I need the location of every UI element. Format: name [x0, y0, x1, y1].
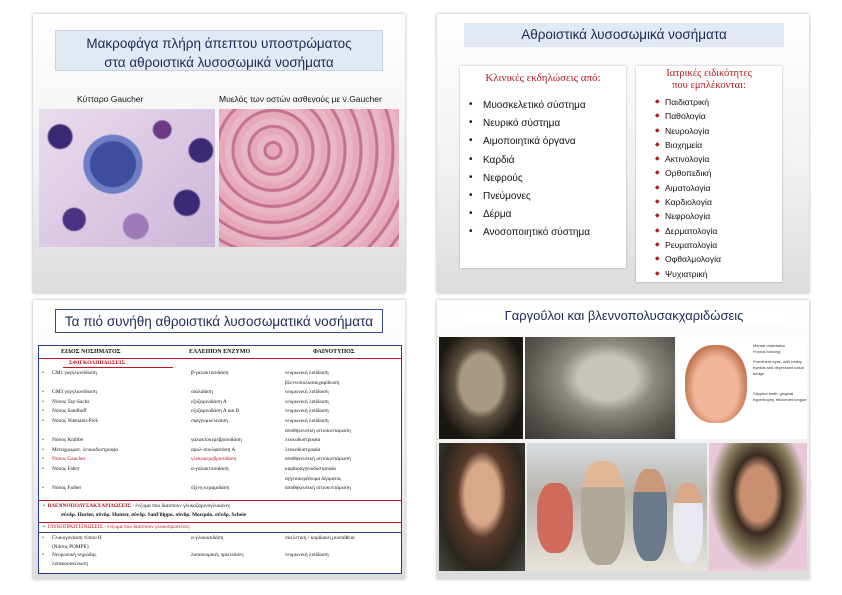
list-item: ◆ Καρδιολογία — [655, 197, 721, 211]
child-figure — [537, 483, 573, 553]
list-item: ◆ Οφθαλμολογία — [655, 254, 721, 268]
enzyme-cell: γλυκοκερεβροσιδάση — [191, 456, 237, 463]
phenotype-cell: λευκοδυστροφία — [285, 437, 321, 444]
gargoyle-mask-image — [439, 337, 523, 439]
enzyme-cell: όξινη κεραμιδάση — [191, 485, 230, 492]
enzyme-cell: σφιγγομυελινάση — [191, 418, 229, 424]
phenotype-cell: νευρωνική λιπίδωση — [285, 418, 329, 424]
caption-bone-marrow: Μυελός των οστών ασθενούς με ν.Gaucher — [219, 94, 382, 104]
bullet: • — [42, 485, 44, 492]
table-row — [39, 485, 401, 492]
phenotype-cell: αγγειοκεράτωμα δέρματος — [285, 475, 342, 482]
phenotype-cell: καρδιοαγγειοδυστροφία — [285, 466, 336, 472]
divider — [39, 500, 401, 501]
bone-marrow-image — [219, 109, 399, 247]
list-item: ◆ Ακτινολογία — [655, 154, 721, 168]
list-item: • Νευρικό σύστημα — [469, 118, 590, 136]
section-mucopolysaccharidoses: • ΒΛΕΝΝΟΠΟΛΥΣΑΚΧΑΡΙΔΩΣΕΙΣ - ένζυμα που διασπούν γλυκοζαμινογλυκάνες — [43, 503, 231, 509]
table-row — [39, 389, 401, 396]
slide4-title: Γαργοΰλοι και βλεννοπολυσακχαριδώσεις — [457, 306, 791, 326]
table-row — [39, 466, 401, 473]
child-photo-1 — [439, 443, 525, 571]
phenotype-cell: βλεννοπολυσακχαρίδωση — [285, 379, 340, 386]
phenotype-cell: νευρωνική λιπίδωση — [285, 408, 329, 415]
table-row — [39, 552, 401, 559]
slide3-title: Τα πιό συνήθη αθροιστικά λυσοσωματικά νοσήματα — [55, 309, 383, 333]
disease-cell: Νευρωνική κηρώδης — [52, 552, 97, 558]
enzyme-cell: εξοζαμινιδάση Α και Β — [191, 408, 240, 415]
table-row — [39, 561, 401, 568]
bullet: • — [42, 437, 44, 444]
table-row — [39, 408, 401, 415]
disease-cell: Νόσος Gaucher — [52, 456, 86, 463]
list-item: ◆ Δερματολογία — [655, 226, 721, 240]
list-item: ◆ Παθολογία — [655, 111, 721, 125]
table-row — [39, 447, 401, 454]
table-row — [39, 428, 401, 435]
disease-cell: GM3 γαγγλιοσίδωση — [52, 389, 97, 396]
mps-syndromes: σύνδρ. Hurler, σύνδρ. Hunter, σύνδρ. SanFilippo, σύνδρ. Morquio, σύνδρ. Scheie — [61, 512, 247, 518]
list-item: ◆ Νευρολογία — [655, 126, 721, 140]
section-glycoproteinoses: • ΓΛΥΚΟΠΡΩΤΕΪΝΩΣΕΙΣ - ένζυμα που διασπούν γλυκοπρωτεΐνες — [43, 524, 190, 530]
bullet: • — [42, 446, 44, 453]
enzyme-cell: α-γαλακτοσιδάση — [191, 466, 229, 472]
face-illustration — [685, 345, 747, 423]
list-item: • Μυοσκελετικό σύστημα — [469, 100, 590, 118]
gaucher-cell-image — [39, 109, 215, 247]
phenotype-cell: αποθηκευτική ιστιοκυττάρωση — [285, 485, 351, 492]
enzyme-cell: σιαλιδάση — [191, 389, 213, 396]
bullet: • — [42, 456, 44, 463]
enzyme-cell: α-γλυκοσιδάση — [191, 535, 224, 541]
table-row — [39, 456, 401, 463]
children-group-photo — [527, 443, 707, 571]
gargoyle-statue-image — [525, 337, 675, 439]
list-item: ◆ Παιδιατρική — [655, 97, 721, 111]
phenotype-cell: νευρωνική λιπίδωση — [285, 552, 329, 558]
caption-gaucher-cell: Κύτταρο Gaucher — [77, 94, 144, 104]
bullet: • — [42, 370, 44, 376]
disease-cell: Νόσος Fabry — [52, 466, 80, 472]
list-item: ◆ Ρευματολογία — [655, 240, 721, 254]
slide2-title: Αθροιστικά λυσοσωμικά νοσήματα — [464, 23, 784, 47]
list-item: ◆ Βιοχημεία — [655, 140, 721, 154]
table-row — [39, 437, 401, 444]
bullet: • — [42, 408, 44, 415]
enzyme-cell: β-γαλακτοσιδάση — [191, 370, 229, 376]
divider — [63, 367, 173, 368]
disease-cell: GM1 γαγγλιοσίδωση — [52, 370, 97, 376]
specialties-heading: Ιατρικές ειδικότητες που εμπλέκονται: — [666, 68, 752, 91]
child-figure — [581, 461, 625, 565]
phenotype-cell: νευρωνική λιπίδωση — [285, 389, 329, 396]
clinical-list — [469, 100, 590, 246]
disease-cell: Μεταχρωματ. λευκοδυστροφία — [52, 446, 118, 453]
header-enzyme: ΕΛΛΕΙΠΟΝ ΕΝΖΥΜΟ — [189, 349, 251, 355]
section-sphingolipidoses: ΣΦΙΓΚΟΛΙΠΙΔΩΣΕΙΣ — [69, 360, 126, 366]
disease-cell: (Νόσος POMPE) — [52, 543, 89, 550]
child-figure — [633, 469, 667, 561]
phenotype-cell: λευκοδυστροφία — [285, 446, 321, 453]
list-item: • Πνεύμονες — [469, 191, 590, 209]
table-row — [39, 476, 401, 483]
slide-common-diseases-table — [33, 300, 405, 579]
list-item: ◆ Ορθοπεδική — [655, 168, 721, 182]
enzyme-cell: λυσοσωμικές πρωτεάσες — [191, 552, 244, 558]
slide-lysosomal-diseases — [437, 14, 809, 293]
specialties-list — [655, 97, 721, 283]
mps-diagram — [677, 337, 807, 439]
bullet: • — [42, 398, 44, 405]
list-item: • Καρδιά — [469, 155, 590, 173]
list-item: ◆ Αιματολογία — [655, 183, 721, 197]
divider — [39, 532, 401, 533]
list-item: • Δέρμα — [469, 209, 590, 227]
disease-cell: Νόσος Farber — [52, 485, 82, 492]
enzyme-cell: γαλακτοκερεβροσιδάση — [191, 437, 242, 444]
phenotype-cell: σκελετική / καρδιακή μυοπάθεια — [285, 535, 355, 541]
slide-gaucher-macrophages — [33, 14, 405, 293]
disease-cell: Νόσος Niemann-Pick — [52, 418, 98, 424]
enzyme-cell: εξοζαμινιδάση Α — [191, 398, 227, 405]
phenotype-cell: νευρωνική λιπίδωση — [285, 398, 329, 405]
divider — [39, 358, 401, 359]
list-item: • Αιμοποιητικά όργανα — [469, 136, 590, 154]
bullet: • — [42, 466, 44, 472]
phenotype-cell: νευρωνική λιπίδωση — [285, 370, 329, 376]
header-phenotype: ΦΑΙΝΟΤΥΠΟΣ — [313, 349, 355, 355]
header-disease: ΕΙΔΟΣ ΝΟΣΗΜΑΤΟΣ — [61, 349, 121, 355]
table-row — [39, 380, 401, 387]
slide1-title: Μακροφάγα πλήρη άπεπτου υποστρώματος στα αθροιστικά λυσοσωμικά νοσήματα — [55, 30, 383, 71]
table-row — [39, 544, 401, 551]
divider — [39, 522, 401, 523]
disease-cell: λιποφουσκίνωση — [52, 560, 89, 567]
bullet: • — [42, 552, 44, 558]
table-row — [39, 370, 401, 377]
table-row — [39, 399, 401, 406]
disease-cell: Νόσος Sandhoff — [52, 408, 87, 415]
list-item: ◆ Ψυχιατρική — [655, 269, 721, 283]
table-row — [39, 535, 401, 542]
enzyme-cell: αρυλ-σουλφατάση Α — [191, 446, 236, 453]
list-item: • Νεφρούς — [469, 173, 590, 191]
list-item: • Ανοσοποιητικό σύστημα — [469, 227, 590, 245]
disease-cell: Γλυκογονίαση τύπου ΙΙ — [52, 535, 102, 541]
disease-cell: Νόσος Tay-Sachs — [52, 398, 90, 405]
disease-cell: Νόσος Krabbe — [52, 437, 83, 444]
phenotype-cell: αποθηκευτική ιστιοκυττάρωση — [285, 456, 351, 463]
bullet: • — [42, 389, 44, 396]
bullet: • — [42, 535, 44, 541]
phenotype-cell: αποθηκευτική ιστιοκυτταρωση — [285, 427, 351, 434]
child-figure — [673, 483, 703, 563]
child-photo-2 — [709, 443, 807, 571]
bullet: • — [42, 418, 44, 424]
diseases-table — [38, 345, 402, 574]
diagram-labels: Mental retardation Frontal bossing Prominent eyes, with heavy eyelids and depressed nasal bridge Stippled teeth, gingival hypertrophy, thickened tongue — [753, 343, 807, 402]
clinical-heading: Κλινικές εκδηλώσεις από: — [485, 72, 601, 84]
table-row — [39, 418, 401, 425]
list-item: ◆ Νεφρολογία — [655, 211, 721, 225]
slide-gargoyles — [437, 300, 809, 579]
